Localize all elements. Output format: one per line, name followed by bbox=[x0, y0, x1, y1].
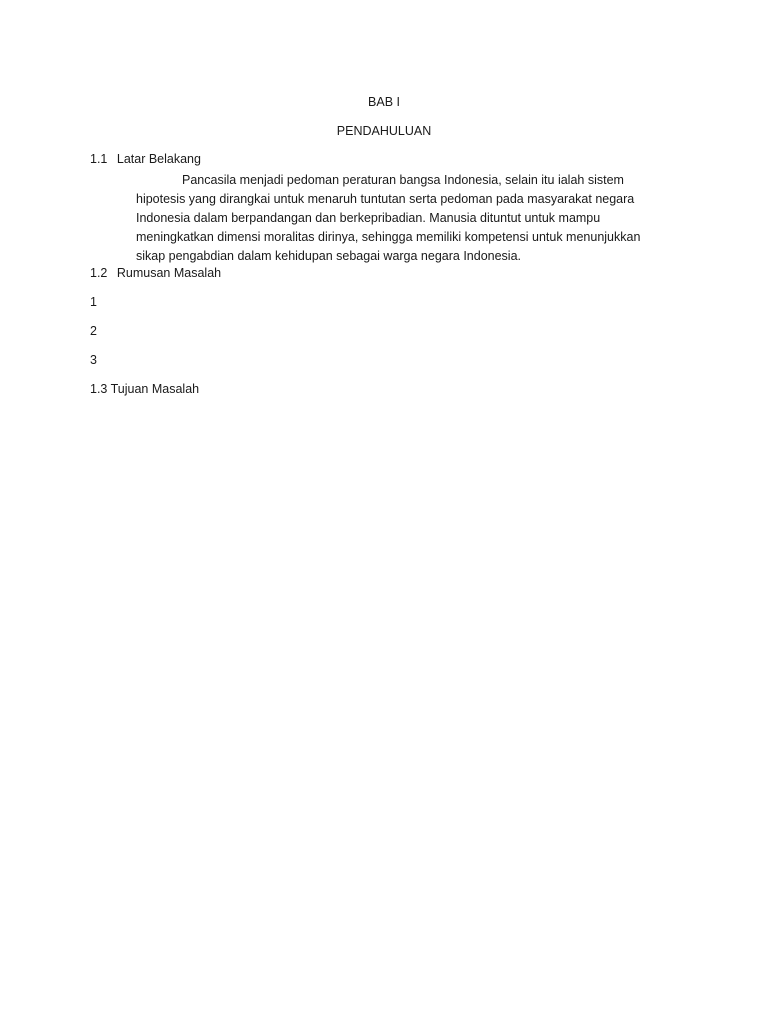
section-title: Latar Belakang bbox=[116, 152, 201, 166]
paragraph-line: hipotesis yang dirangkai untuk menaruh tuntutan serta pedoman pada masyarakat negara bbox=[136, 192, 635, 206]
section-heading-rumusan-masalah bbox=[90, 266, 221, 280]
paragraph-line: sikap pengabdian dalam kehidupan sebagai warga negara Indonesia. bbox=[136, 249, 522, 263]
background-paragraph bbox=[136, 171, 666, 266]
paragraph-line: Indonesia dalam berpandangan dan berkepribadian. Manusia dituntut untuk mampu bbox=[136, 211, 601, 225]
section-number: 1.1 bbox=[90, 152, 108, 166]
paragraph-line: Pancasila menjadi pedoman peraturan bangsa Indonesia, selain itu ialah sistem bbox=[182, 173, 624, 187]
section-title: Rumusan Masalah bbox=[116, 266, 222, 280]
section-heading-tujuan-masalah: 1.3 Tujuan Masalah bbox=[90, 382, 200, 396]
chapter-number: BAB I bbox=[368, 95, 400, 109]
problem-item-2: 2 bbox=[90, 324, 97, 338]
paragraph-line: meningkatkan dimensi moralitas dirinya, sehingga memiliki kompetensi untuk menunjukkan bbox=[136, 230, 641, 244]
section-number: 1.2 bbox=[90, 266, 108, 280]
section-heading-latar-belakang bbox=[90, 152, 201, 166]
problem-item-1: 1 bbox=[90, 295, 97, 309]
chapter-title: PENDAHULUAN bbox=[336, 124, 432, 138]
problem-item-3: 3 bbox=[90, 353, 97, 367]
